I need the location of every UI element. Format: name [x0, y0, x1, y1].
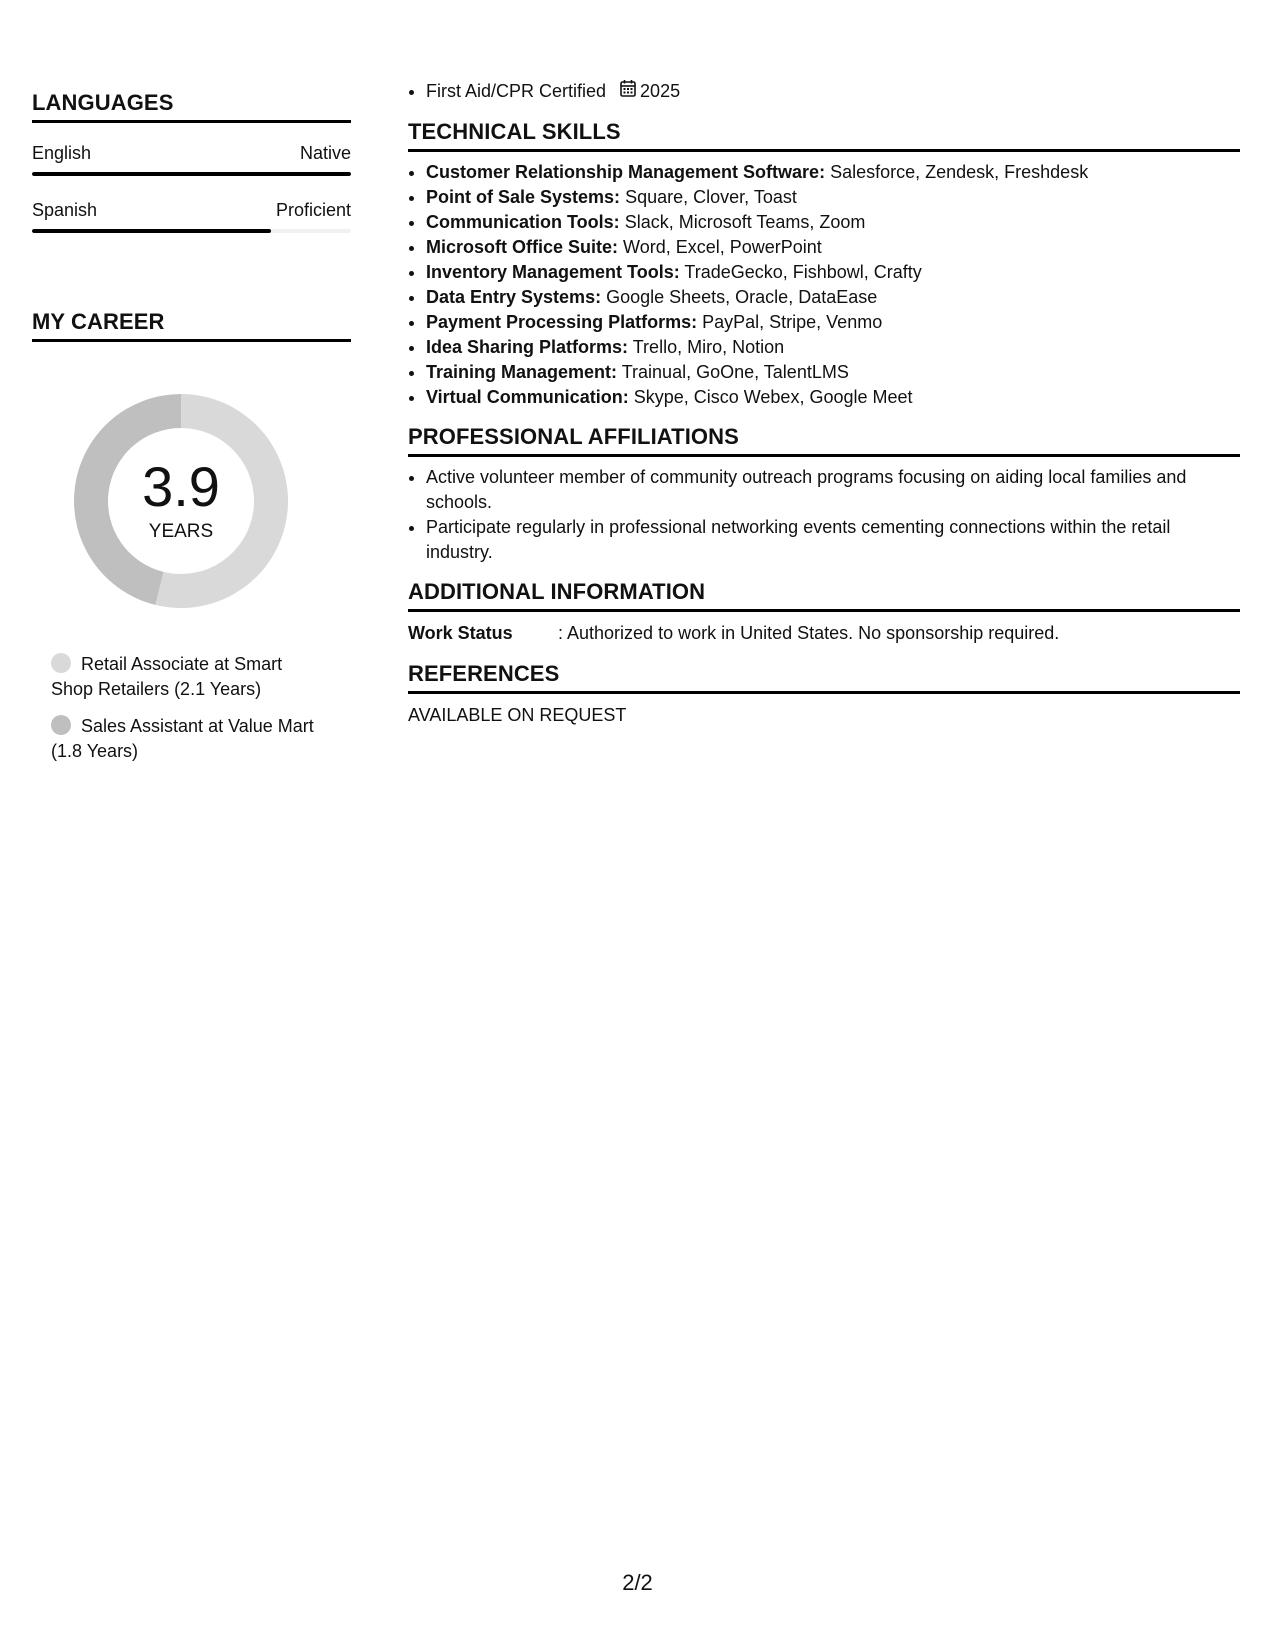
skill-value: Skype, Cisco Webex, Google Meet [633, 387, 913, 407]
legend-label: Sales Assistant at Value Mart (1.8 Years) [51, 716, 314, 761]
skill-item [426, 260, 1240, 285]
language-proficiency-fill [32, 172, 351, 176]
technical-skills-list [408, 160, 1240, 410]
calendar-icon [620, 78, 636, 105]
skill-label: Training Management: [426, 362, 618, 382]
legend-swatch [51, 715, 71, 735]
certification-name: • First Aid/CPR Certified [426, 81, 607, 101]
languages-heading: LANGUAGES [32, 90, 351, 123]
skill-value: Trainual, GoOne, TalentLMS [621, 362, 849, 382]
language-name: English [32, 143, 92, 163]
certification-year: 2025 [640, 81, 681, 101]
page-number: 2/2 [622, 1570, 653, 1595]
skill-value: Salesforce, Zendesk, Freshdesk [830, 162, 1089, 182]
skill-label: Idea Sharing Platforms: [426, 337, 629, 357]
language-item-spanish [32, 200, 351, 233]
language-name: Spanish [32, 200, 98, 220]
technical-skills-heading: TECHNICAL SKILLS [408, 119, 1240, 152]
skill-item [426, 185, 1240, 210]
skill-item [426, 160, 1240, 185]
career-total-value: 3.9 [142, 455, 220, 518]
skill-value: Trello, Miro, Notion [632, 337, 785, 357]
legend-item [51, 652, 321, 702]
skill-label: Inventory Management Tools: [426, 262, 680, 282]
skill-value: Google Sheets, Oracle, DataEase [606, 287, 878, 307]
skill-label: Virtual Communication: [426, 387, 629, 407]
affiliations-heading: PROFESSIONAL AFFILIATIONS [408, 424, 1240, 457]
skill-label: Microsoft Office Suite: [426, 237, 619, 257]
skill-value: PayPal, Stripe, Venmo [702, 312, 883, 332]
legend-label: Retail Associate at Smart Shop Retailers (2.1 Years) [51, 654, 283, 699]
additional-info-heading: ADDITIONAL INFORMATION [408, 579, 1240, 612]
references-heading: REFERENCES [408, 661, 1240, 694]
skill-item [426, 360, 1240, 385]
legend-swatch [51, 653, 71, 673]
skill-value: Slack, Microsoft Teams, Zoom [624, 212, 866, 232]
skill-label: Customer Relationship Management Software: [426, 162, 826, 182]
language-item-english [32, 143, 351, 176]
language-level: Native [299, 143, 351, 163]
skill-value: TradeGecko, Fishbowl, Crafty [684, 262, 922, 282]
right-column [408, 78, 1240, 729]
work-status-label: Work Status [408, 623, 513, 643]
work-status-value: : Authorized to work in United States. No sponsorship required. [558, 623, 1060, 643]
career-heading: MY CAREER [32, 309, 351, 342]
skill-item [426, 385, 1240, 410]
legend-item [51, 714, 321, 764]
affiliations-list [408, 465, 1240, 565]
donut-center-label [66, 386, 296, 616]
career-total-unit: YEARS [148, 521, 214, 542]
references-text: AVAILABLE ON REQUEST [408, 705, 627, 725]
work-status-row [408, 620, 1240, 647]
left-column [32, 90, 351, 776]
skill-item [426, 210, 1240, 235]
career-legend [51, 652, 321, 764]
skill-item [426, 335, 1240, 360]
skill-value: Word, Excel, PowerPoint [623, 237, 822, 257]
skill-value: Square, Clover, Toast [625, 187, 797, 207]
skill-label: Payment Processing Platforms: [426, 312, 698, 332]
affiliation-item: • Active volunteer member of community outreach programs focusing on aiding local families and schools. [426, 465, 1240, 515]
skill-label: Point of Sale Systems: [426, 187, 621, 207]
affiliation-item: • Participate regularly in professional networking events cementing connections within the retail industry. [426, 515, 1240, 565]
language-proficiency-fill [32, 229, 271, 233]
language-level: Proficient [275, 200, 351, 220]
skill-item [426, 235, 1240, 260]
skill-item [426, 285, 1240, 310]
skill-label: Communication Tools: [426, 212, 620, 232]
language-proficiency-bar [32, 229, 351, 233]
language-proficiency-bar [32, 172, 351, 176]
skill-item [426, 310, 1240, 335]
certification-item [426, 78, 1240, 105]
career-donut-chart [66, 386, 296, 616]
certification-list [408, 78, 1240, 105]
skill-label: Data Entry Systems: [426, 287, 602, 307]
